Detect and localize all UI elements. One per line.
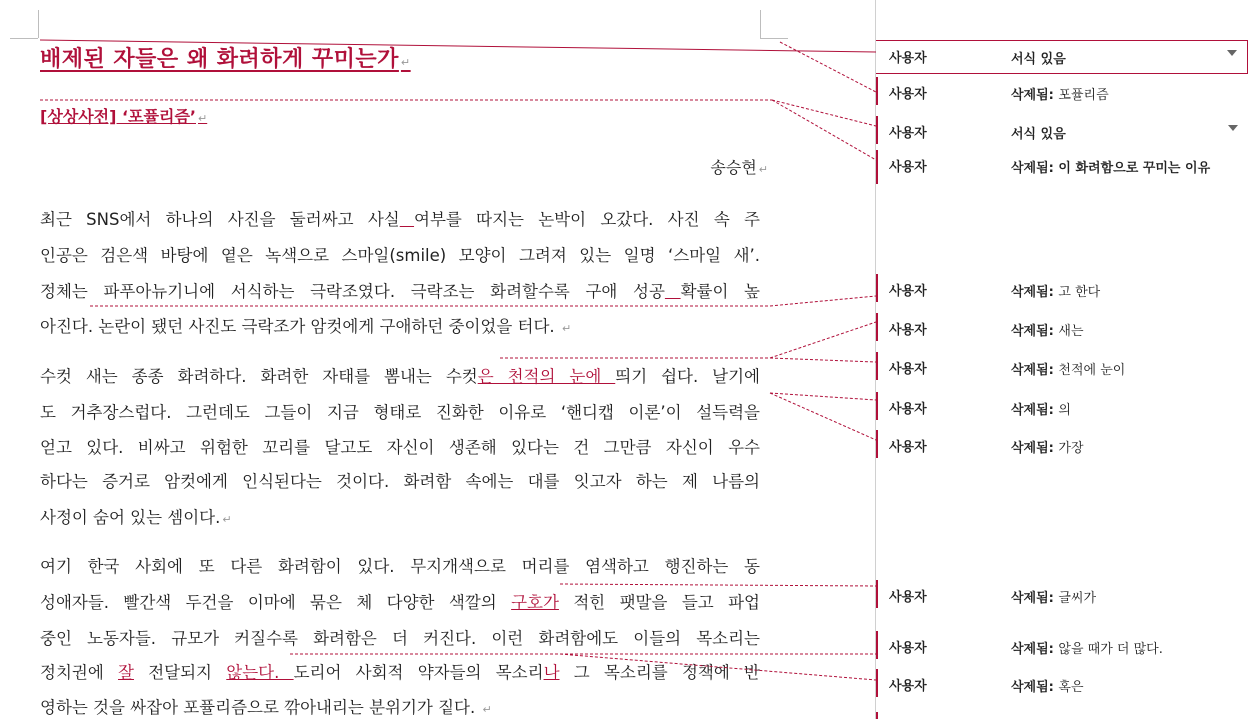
balloon-text: 포퓰리즘 [1058, 88, 1109, 103]
balloon-kind [1011, 437, 1084, 456]
balloon-bar [876, 150, 878, 184]
body-line[interactable] [40, 625, 760, 649]
inserted-run: 나 [543, 663, 560, 682]
title-text: 배제된 자들은 왜 화려하게 꾸미는가 [40, 47, 399, 72]
text-run: 영하는 것을 싸잡아 포퓰리즘으로 깎아내리는 분위기가 짙다. [40, 698, 481, 717]
balloon-kind-label: 삭제됨: [1011, 441, 1054, 456]
balloon-author: 사용자 [889, 440, 927, 455]
balloon-bar [876, 631, 878, 659]
balloon-kind [1011, 638, 1163, 657]
body-line[interactable] [40, 242, 760, 266]
balloon-author: 사용자 [889, 87, 927, 102]
paragraph-mark: ↵ [758, 163, 768, 176]
balloon-text: 새는 [1058, 324, 1084, 339]
balloon-kind-label: 삭제됨: [1011, 680, 1054, 695]
subtitle-text: [상상사전] ‘포퓰리즘’ [40, 107, 196, 126]
revision-balloon[interactable] [876, 150, 1248, 184]
balloon-kind [1011, 281, 1100, 300]
balloon-author: 사용자 [889, 590, 927, 605]
body-line[interactable] [40, 363, 760, 387]
balloon-bar [876, 392, 878, 420]
revision-balloon[interactable] [876, 40, 1248, 74]
paragraph-mark: ↵ [561, 322, 572, 335]
chevron-down-icon[interactable] [1228, 125, 1238, 131]
balloon-kind: 서식 있음 [1011, 127, 1066, 142]
balloon-author: 사용자 [889, 402, 927, 417]
balloon-kind-label: 삭제됨: [1011, 591, 1054, 606]
body-line[interactable] [40, 504, 760, 528]
text-run: 도리어 사회적 약자들의 목소리 [293, 663, 544, 682]
balloon-author: 사용자 [889, 160, 927, 175]
text-run: 성애자들. 빨간색 두건을 이마에 묶은 체 다양한 색깔의 [40, 593, 512, 612]
inserted-run [400, 210, 414, 229]
revision-balloon[interactable] [876, 392, 1248, 420]
revision-balloon[interactable] [876, 77, 1248, 105]
text-run: 확률이 높 [680, 282, 760, 301]
balloon-text: 고 한다 [1058, 285, 1101, 300]
paragraph-mark: ↵ [482, 703, 492, 716]
text-run: 도 거추장스럽다. 그런데도 그들이 지금 형태로 진화한 이유로 ‘핸디캡 이론’이 설득력을 [40, 403, 760, 422]
crop-mark [760, 10, 761, 38]
balloon-bar [876, 77, 878, 105]
body-line[interactable] [40, 659, 760, 683]
text-run: 인공은 검은색 바탕에 옅은 녹색으로 스마일(smile) 모양이 그려져 있는 일명 ‘스마일 새’. [40, 246, 760, 265]
inserted-run: 구호가 [511, 593, 559, 612]
balloon-text: 가장 [1058, 441, 1084, 456]
balloon-kind [1011, 676, 1084, 695]
text-run: 하다는 증거로 암컷에게 인식된다는 것이다. 화려함 속에는 대를 잇고자 하는 제 나름의 [40, 472, 760, 491]
paragraph-mark: ↵ [198, 112, 208, 125]
balloon-author: 사용자 [889, 362, 927, 377]
body-line[interactable] [40, 589, 760, 613]
balloon-kind-label: 삭제됨: [1011, 324, 1054, 339]
body-line[interactable] [40, 553, 760, 577]
body-line[interactable] [40, 313, 760, 337]
crop-mark [760, 38, 788, 39]
balloon-bar [876, 116, 878, 144]
balloon-bar [876, 274, 878, 302]
body-line[interactable] [40, 694, 760, 718]
text-run: 적힌 팻말을 들고 파업 [558, 593, 760, 612]
text-run: 여부를 따지는 논박이 오갔다. 사진 속 주 [414, 210, 760, 229]
paragraph-mark: ↵ [222, 513, 232, 526]
balloon-bar [876, 430, 878, 458]
balloon-author: 사용자 [889, 679, 927, 694]
balloon-author: 사용자 [889, 126, 927, 141]
author-name: 송승현 [710, 158, 757, 177]
balloon-bar [876, 712, 878, 719]
revision-balloon[interactable] [876, 274, 1248, 302]
balloon-author: 사용자 [889, 51, 927, 66]
inserted-run: 잘 [118, 663, 134, 682]
document-subtitle[interactable] [40, 104, 207, 127]
balloon-author: 사용자 [889, 641, 927, 656]
text-run: 아진다. 논란이 됐던 사진도 극락조가 암컷에게 구애하던 중이었을 터다. [40, 317, 560, 336]
text-run: 정체는 파푸아뉴기니에 서식하는 극락조였다. 극락조는 화려할수록 구애 성공 [40, 282, 665, 301]
revision-balloon[interactable] [876, 116, 1248, 144]
text-run: 띄기 쉽다. 날기에 [615, 367, 760, 386]
body-line[interactable] [40, 468, 760, 492]
revision-balloon[interactable] [876, 580, 1248, 608]
inserted-run: 은 천적의 눈에 [477, 367, 616, 386]
text-run: 그 목소리를 정책에 반 [559, 663, 760, 682]
balloon-kind [1011, 359, 1125, 378]
body-line[interactable] [40, 206, 760, 230]
document-title[interactable] [40, 42, 411, 73]
balloon-text: 글씨가 [1058, 591, 1097, 606]
balloon-kind-label: 삭제됨: [1011, 403, 1054, 418]
markup-balloons-pane [876, 0, 1248, 719]
balloon-kind-label: 삭제됨: [1011, 363, 1054, 378]
balloon-bar [876, 313, 878, 341]
balloon-author: 사용자 [889, 284, 927, 299]
revision-balloon[interactable] [876, 669, 1248, 697]
balloon-bar [876, 580, 878, 608]
balloon-bar [876, 352, 878, 380]
balloon-author: 사용자 [889, 323, 927, 338]
revision-balloon[interactable] [876, 430, 1248, 458]
text-run: 수컷 새는 종종 화려하다. 화려한 자태를 뽐내는 수컷 [40, 367, 478, 386]
balloon-kind-label: 삭제됨: [1011, 642, 1054, 657]
balloon-kind [1011, 399, 1071, 418]
body-line[interactable] [40, 434, 760, 458]
crop-mark [38, 10, 39, 38]
balloon-kind-label: 삭제됨: [1011, 88, 1054, 103]
balloon-kind-label: 삭제됨: [1011, 161, 1054, 176]
balloon-kind [1011, 157, 1210, 176]
text-run: 여기 한국 사회에 또 다른 화려함이 있다. 무지개색으로 머리를 염색하고 행진하는 동 [40, 557, 760, 576]
body-line[interactable] [40, 278, 760, 302]
text-run: 얻고 있다. 비싸고 위험한 꼬리를 달고도 자신이 생존해 있다는 건 그만큼 자신이 우수 [40, 438, 760, 457]
text-run: 최근 SNS에서 하나의 사진을 둘러싸고 사실 [40, 210, 400, 229]
body-line[interactable] [40, 399, 760, 423]
crop-mark [10, 38, 38, 39]
balloon-kind-label: 삭제됨: [1011, 285, 1054, 300]
revision-balloon[interactable] [876, 352, 1248, 380]
inserted-run: 않는다. [226, 663, 294, 682]
balloon-text: 의 [1058, 403, 1071, 418]
balloon-kind [1011, 587, 1096, 606]
paragraph-mark: ↵ [400, 56, 411, 69]
balloon-kind [1011, 84, 1109, 103]
chevron-down-icon[interactable] [1227, 50, 1237, 56]
balloon-text: 이 화려함으로 꾸미는 이유 [1058, 161, 1211, 176]
balloon-text: 천적에 눈이 [1058, 363, 1126, 378]
text-run: 중인 노동자들. 규모가 커질수록 화려함은 더 커진다. 이런 화려함에도 이들의 목소리는 [40, 629, 760, 648]
balloon-text: 않을 때가 더 많다. [1058, 642, 1163, 657]
text-run: 정치권에 [40, 663, 119, 682]
text-run: 전달되지 [133, 663, 227, 682]
balloon-bar [876, 669, 878, 697]
author-line[interactable] [710, 155, 768, 178]
balloon-kind [1011, 320, 1084, 339]
text-run: 사정이 숨어 있는 셈이다. [40, 508, 221, 527]
balloon-kind: 서식 있음 [1011, 52, 1066, 67]
inserted-run [665, 282, 681, 301]
revision-balloon[interactable] [876, 313, 1248, 341]
balloon-text: 혹은 [1058, 680, 1084, 695]
revision-balloon[interactable] [876, 631, 1248, 659]
